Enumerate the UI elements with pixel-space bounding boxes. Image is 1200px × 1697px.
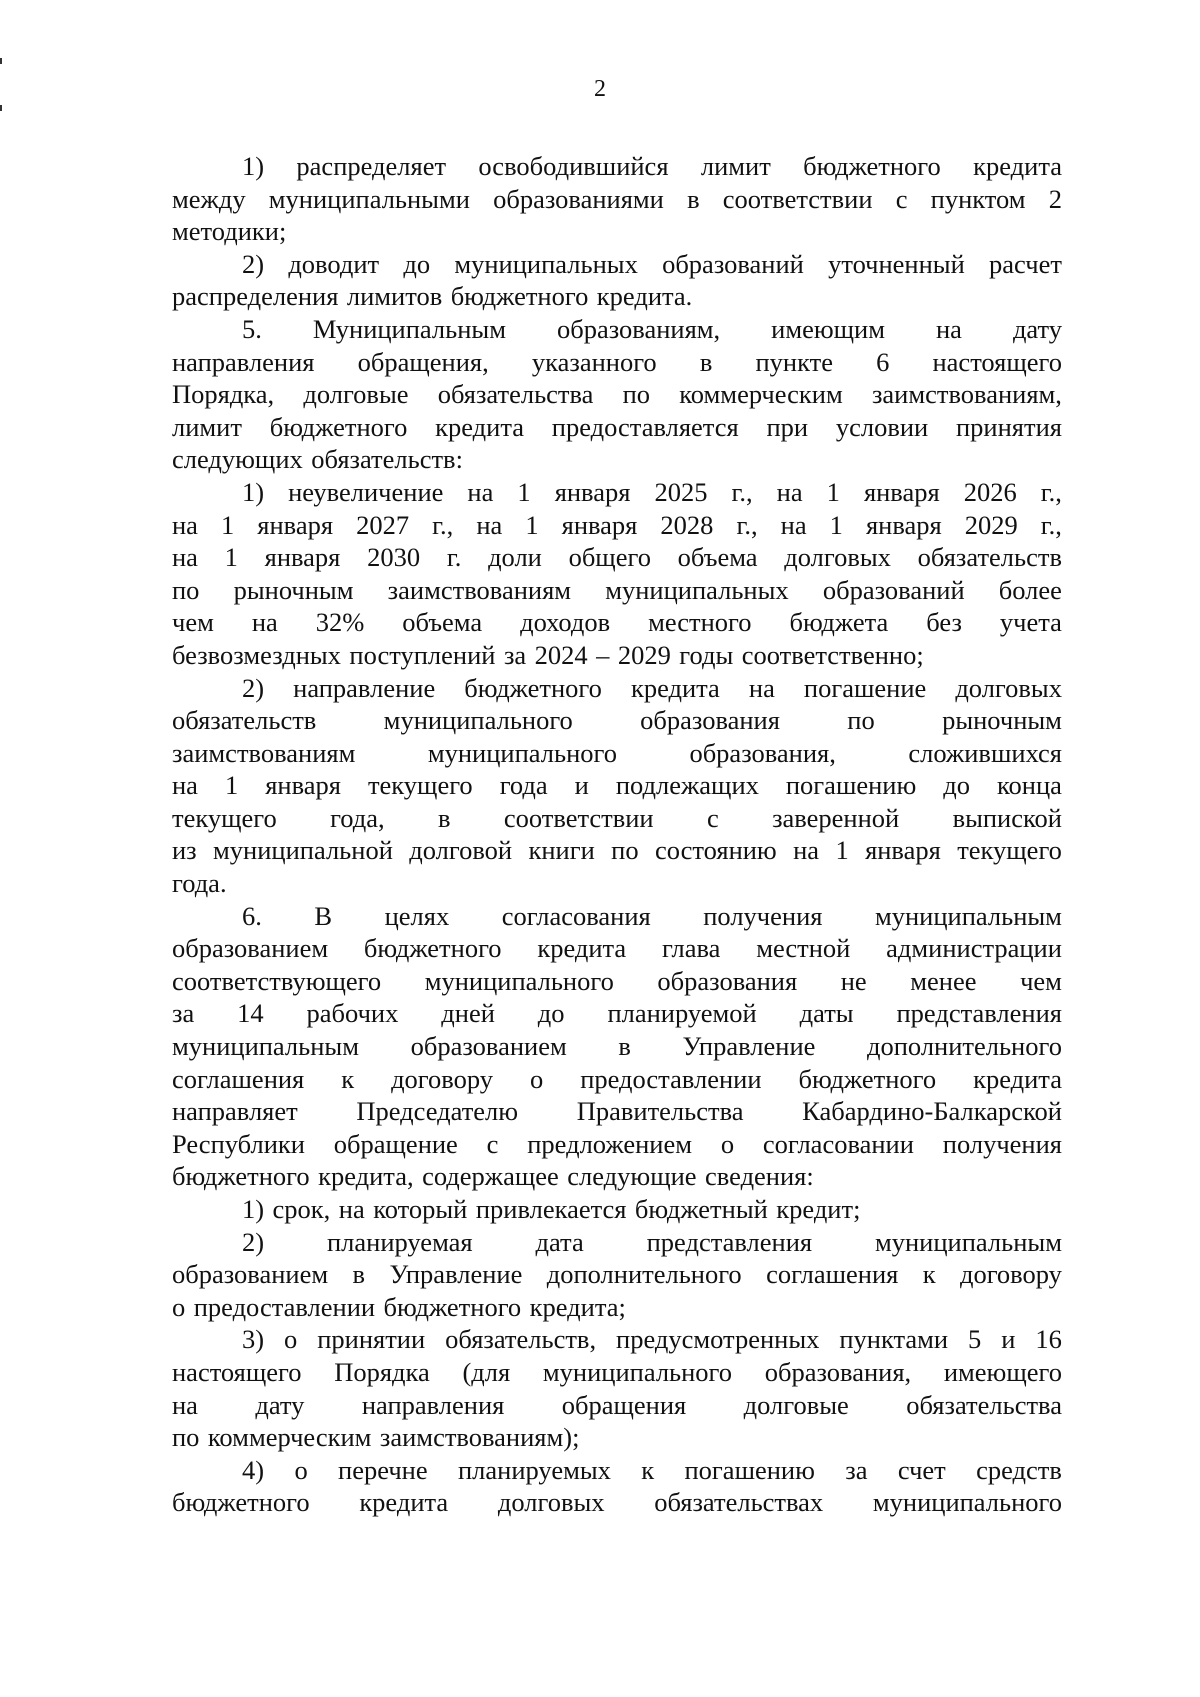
- text-line: на дату направления обращения долговые обязательства: [172, 1389, 1062, 1420]
- text-line: муниципальным образованием в Управление дополнительного: [172, 1031, 1062, 1062]
- text-line: направляет Председателю Правительства Кабардино-Балкарской: [172, 1096, 1062, 1127]
- text-line: на 1 января 2027 г., на 1 января 2028 г., на 1 января 2029 г.,: [172, 509, 1062, 540]
- scan-edge-mark: [0, 58, 2, 64]
- text-line: Республики обращение с предложением о согласовании получения: [172, 1128, 1062, 1159]
- text-line: распределения лимитов бюджетного кредита.: [172, 281, 693, 312]
- text-line: 5. Муниципальным образованиям, имеющим на дату: [242, 313, 1062, 344]
- text-line: бюджетного кредита, содержащее следующие сведения:: [172, 1161, 814, 1192]
- text-line: лимит бюджетного кредита предоставляется при условии принятия: [172, 411, 1062, 442]
- page-number: 2: [594, 76, 606, 102]
- text-line: 4) о перечне планируемых к погашению за счет средств: [242, 1454, 1062, 1485]
- text-line: 2) направление бюджетного кредита на погашение долговых: [242, 672, 1062, 703]
- text-line: настоящего Порядка (для муниципального образования, имеющего: [172, 1356, 1062, 1387]
- text-line: следующих обязательств:: [172, 444, 463, 475]
- text-line: на 1 января 2030 г. доли общего объема долговых обязательств: [172, 542, 1062, 573]
- text-line: о предоставлении бюджетного кредита;: [172, 1291, 626, 1322]
- text-line: образованием бюджетного кредита глава местной администрации: [172, 933, 1062, 964]
- text-line: соответствующего муниципального образования не менее чем: [172, 965, 1062, 996]
- text-line: 2) планируемая дата представления муниципальным: [242, 1226, 1062, 1257]
- text-line: образованием в Управление дополнительного соглашения к договору: [172, 1259, 1062, 1290]
- text-line: года.: [172, 868, 227, 899]
- text-line: 1) распределяет освободившийся лимит бюджетного кредита: [242, 151, 1062, 181]
- document-body: [172, 150, 1062, 1519]
- text-line: текущего года, в соответствии с заверенной выпиской: [172, 802, 1062, 833]
- text-line: соглашения к договору о предоставлении бюджетного кредита: [172, 1063, 1062, 1094]
- text-line: 6. В целях согласования получения муниципальным: [242, 900, 1062, 931]
- text-line: чем на 32% объема доходов местного бюджета без учета: [172, 607, 1062, 638]
- text-line: заимствованиям муниципального образования, сложившихся: [172, 737, 1062, 768]
- text-line: по рыночным заимствованиям муниципальных образований более: [172, 574, 1062, 605]
- text-line: обязательств муниципального образования по рыночным: [172, 705, 1062, 736]
- text-line: на 1 января текущего года и подлежащих погашению до конца: [172, 770, 1062, 801]
- text-line: 1) срок, на который привлекается бюджетный кредит;: [242, 1194, 861, 1224]
- text-line: методики;: [172, 216, 287, 247]
- text-line: безвозмездных поступлений за 2024 – 2029 годы соответственно;: [172, 639, 924, 670]
- text-line: за 14 рабочих дней до планируемой даты представления: [172, 998, 1062, 1029]
- text-line: Порядка, долговые обязательства по коммерческим заимствованиям,: [172, 379, 1062, 410]
- text-line: 2) доводит до муниципальных образований уточненный расчет: [242, 248, 1062, 279]
- text-line: бюджетного кредита долговых обязательствах муниципального: [172, 1487, 1062, 1518]
- text-line: по коммерческим заимствованиям);: [172, 1422, 580, 1453]
- text-line: 3) о принятии обязательств, предусмотренных пунктами 5 и 16: [242, 1324, 1062, 1355]
- text-line: из муниципальной долговой книги по состоянию на 1 января текущего: [172, 835, 1062, 866]
- scan-edge-mark: [0, 105, 2, 111]
- text-line: 1) неувеличение на 1 января 2025 г., на 1 января 2026 г.,: [242, 476, 1062, 507]
- text-line: между муниципальными образованиями в соответствии с пунктом 2: [172, 183, 1062, 214]
- text-line: направления обращения, указанного в пункте 6 настоящего: [172, 346, 1062, 377]
